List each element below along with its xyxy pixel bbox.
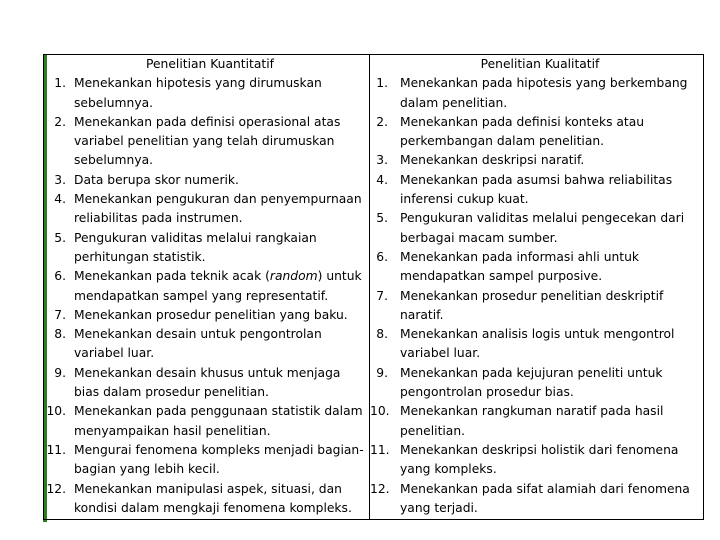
list-item-number: 8. [376, 327, 388, 342]
list-item-number: 2. [376, 114, 388, 129]
list-item [370, 441, 704, 480]
list-item-text: Menekankan pada penggunaan statistik dalam menyampaikan hasil penelitian. [74, 404, 363, 438]
list-item-text: Menekankan deskripsi naratif. [400, 153, 585, 168]
list-item-text: Menekankan deskripsi holistik dari fenomena yang kompleks. [400, 442, 679, 477]
list-item-number: 3. [54, 172, 66, 187]
list-item-text: Menekankan prosedur penelitian deskriptif naratif. [400, 288, 664, 322]
list-item [370, 325, 704, 364]
list-item-text: Menekankan rangkuman naratif pada hasil penelitian. [400, 404, 664, 438]
list-item-number: 5. [376, 211, 388, 226]
list-item [44, 267, 366, 306]
list-item [370, 480, 704, 519]
list-item-number: 11. [370, 442, 390, 457]
list-item-number: 9. [54, 365, 66, 380]
list-item-text: Menekankan pengukuran dan penyempurnaan reliabilitas pada instrumen. [74, 192, 362, 226]
list-item-number: 12. [46, 481, 66, 496]
list-item-number: 3. [376, 153, 388, 168]
list-item-number: 7. [376, 288, 388, 303]
list-item-number: 10. [370, 404, 390, 419]
list-item-number: 1. [54, 76, 66, 91]
list-item-text: Menekankan pada teknik acak (random) untuk mendapatkan sampel yang representatif. [74, 269, 362, 303]
list-item-text: Menekankan desain khusus untuk menjaga bias dalam prosedur penelitian. [74, 365, 341, 400]
list-item-text: Menekankan pada sifat alamiah dari fenomena yang terjadi. [400, 481, 690, 515]
list-item [370, 74, 704, 113]
list-item-number: 12. [370, 481, 390, 496]
list-item [44, 441, 366, 480]
list-item [370, 209, 704, 248]
list-item-text: Menekankan pada asumsi bahwa reliabilitas inferensi cukup kuat. [400, 172, 673, 207]
list-item [44, 480, 366, 519]
list-item [370, 402, 704, 441]
list-item [44, 364, 366, 403]
list-item [370, 171, 704, 210]
list-item-text: Pengukuran validitas melalui rangkaian perhitungan statistik. [74, 230, 317, 264]
list-item-number: 5. [54, 230, 66, 245]
list-item-text: Menekankan analisis logis untuk mengontrol variabel luar. [400, 327, 675, 361]
quantitative-list [44, 74, 366, 518]
list-item [44, 229, 366, 268]
list-item-text: Menekankan pada definisi konteks atau perkembangan dalam penelitian. [400, 114, 645, 149]
list-item [370, 287, 704, 326]
list-item-text: Menekankan hipotesis yang dirumuskan sebelumnya. [74, 76, 322, 110]
list-item-number: 6. [376, 249, 388, 264]
list-item-text: Menekankan prosedur penelitian yang baku. [74, 307, 348, 322]
quantitative-column [44, 55, 366, 518]
list-item [370, 364, 704, 403]
list-item-number: 1. [376, 76, 388, 91]
list-item [370, 151, 704, 170]
list-item-number: 4. [54, 192, 66, 207]
list-item [44, 190, 366, 229]
list-item [370, 248, 704, 287]
list-item-number: 6. [54, 269, 66, 284]
list-item-text: Menekankan pada hipotesis yang berkembang dalam penelitian. [400, 76, 688, 110]
list-item-text: Data berupa skor numerik. [74, 172, 239, 187]
list-item-text: Menekankan pada informasi ahli untuk mendapatkan sampel purposive. [400, 249, 640, 284]
list-item [44, 402, 366, 441]
list-item [44, 325, 366, 364]
list-item-text: Menekankan pada kejujuran peneliti untuk pengontrolan prosedur bias. [400, 365, 663, 400]
list-item-text: Pengukuran validitas melalui pengecekan dari berbagai macam sumber. [400, 211, 685, 245]
list-item-number: 7. [54, 307, 66, 322]
list-item-number: 2. [54, 114, 66, 129]
list-item-text: Menekankan manipulasi aspek, situasi, dan kondisi dalam mengkaji fenomena kompleks. [74, 481, 352, 515]
list-item [44, 171, 366, 190]
list-item-number: 11. [46, 442, 66, 457]
list-item-text: Menekankan pada definisi operasional atas variabel penelitian yang telah dirumuskan sebelumnya. [74, 114, 341, 168]
list-item-number: 9. [376, 365, 388, 380]
list-item [44, 306, 366, 325]
quantitative-title: Penelitian Kuantitatif [146, 57, 274, 71]
list-item [44, 74, 366, 113]
qualitative-list [370, 74, 704, 518]
list-item-number: 10. [46, 404, 66, 419]
qualitative-title: Penelitian Kualitatif [480, 57, 600, 71]
list-item-number: 8. [54, 327, 66, 342]
list-item-number: 4. [376, 172, 388, 187]
list-item [44, 113, 366, 171]
list-item-text: Menekankan desain untuk pengontrolan variabel luar. [74, 327, 322, 361]
list-item-text: Mengurai fenomena kompleks menjadi bagian-bagian yang lebih kecil. [74, 442, 364, 477]
qualitative-column [370, 55, 704, 518]
list-item [370, 113, 704, 152]
